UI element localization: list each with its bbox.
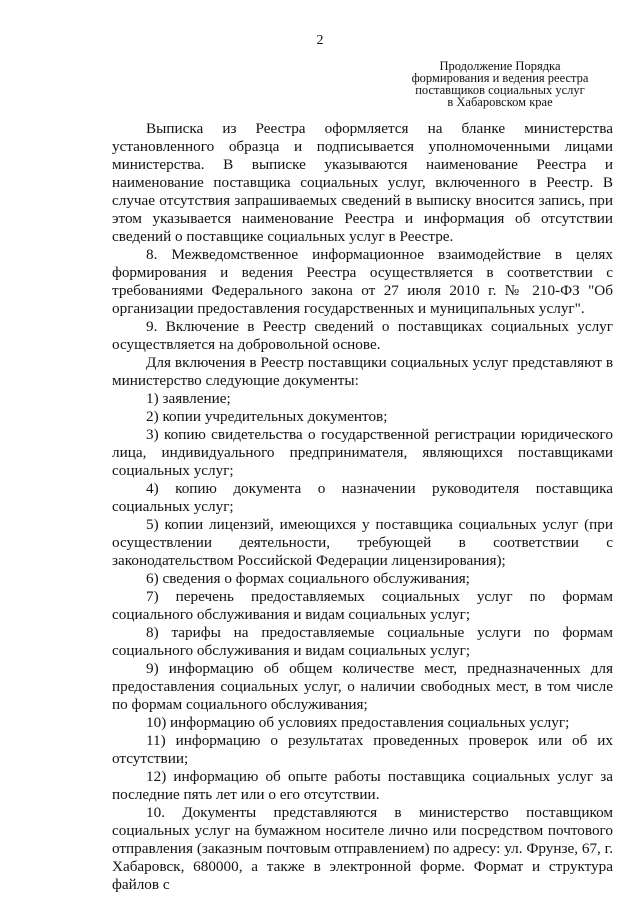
list-item-2: 2) копии учредительных документов; <box>146 408 388 425</box>
paragraph-item-10: 10. Документы представляются в министерство поставщиком социальных услуг на бумажном носителе лично или посредством почтового отправления (заказным почтовым отправлением) по адресу: ул. Фрунзе, 67, г. Хабаровск, 680000, а также в электронной форме. Формат и структура файлов с <box>112 804 613 893</box>
list-item-6: 6) сведения о формах социального обслуживания; <box>146 570 470 587</box>
list-item-8: 8) тарифы на предоставляемые социальные услуги по формам социального обслуживания и видам социальных услуг; <box>112 624 613 659</box>
list-item-4: 4) копию документа о назначении руководителя поставщика социальных услуг; <box>112 480 613 515</box>
list-item-5: 5) копии лицензий, имеющихся у поставщика социальных услуг (при осуществлении деятельности, требующей в соответствии с законодательством Российской Федерации лицензирования); <box>112 516 613 569</box>
paragraph-item-8: 8. Межведомственное информационное взаимодействие в целях формирования и ведения Реестра осуществляется в соответствии с требованиями Федерального закона от 27 июля 2010 г. № 210-ФЗ "Об организации предоставления государственных и муниципальных услуг". <box>112 246 613 317</box>
paragraph-documents-intro: Для включения в Реестр поставщики социальных услуг представляют в министерство следующие документы: <box>112 354 613 389</box>
header-note-line: формирования и ведения реестра <box>411 71 589 85</box>
header-note-line: поставщиков социальных услуг <box>415 83 585 97</box>
header-note <box>405 60 595 108</box>
list-item-1: 1) заявление; <box>146 390 231 407</box>
header-note-line: Продолжение Порядка <box>439 59 561 73</box>
header-note-line: в Хабаровском крае <box>447 95 553 109</box>
paragraph-extract-info: Выписка из Реестра оформляется на бланке министерства установленного образца и подписывается уполномоченными лицами министерства. В выписке указываются наименование Реестра и наименование поставщика социальных услуг, включенного в Реестр. В случае отсутствия запрашиваемых сведений в выписку вносится запись, при этом указывается наименование Реестра и информация об отсутствии сведений о поставщике социальных услуг в Реестре. <box>112 120 613 245</box>
list-item-10: 10) информацию об условиях предоставления социальных услуг; <box>146 714 570 731</box>
list-item-11: 11) информацию о результатах проведенных проверок или об их отсутствии; <box>112 732 613 767</box>
page-number: 2 <box>316 33 324 48</box>
list-item-12: 12) информацию об опыте работы поставщика социальных услуг за последние пять лет или о его отсутствии. <box>112 768 613 803</box>
list-item-3: 3) копию свидетельства о государственной регистрации юридического лица, индивидуального предпринимателя, являющихся поставщиками социальных услуг; <box>112 426 613 479</box>
document-body <box>112 120 613 894</box>
paragraph-item-9: 9. Включение в Реестр сведений о поставщиках социальных услуг осуществляется на добровольной основе. <box>112 318 613 353</box>
list-item-7: 7) перечень предоставляемых социальных услуг по формам социального обслуживания и видам социальных услуг; <box>112 588 613 623</box>
list-item-9: 9) информацию об общем количестве мест, предназначенных для предоставления социальных услуг, о наличии свободных мест, в том числе по формам социального обслуживания; <box>112 660 613 713</box>
